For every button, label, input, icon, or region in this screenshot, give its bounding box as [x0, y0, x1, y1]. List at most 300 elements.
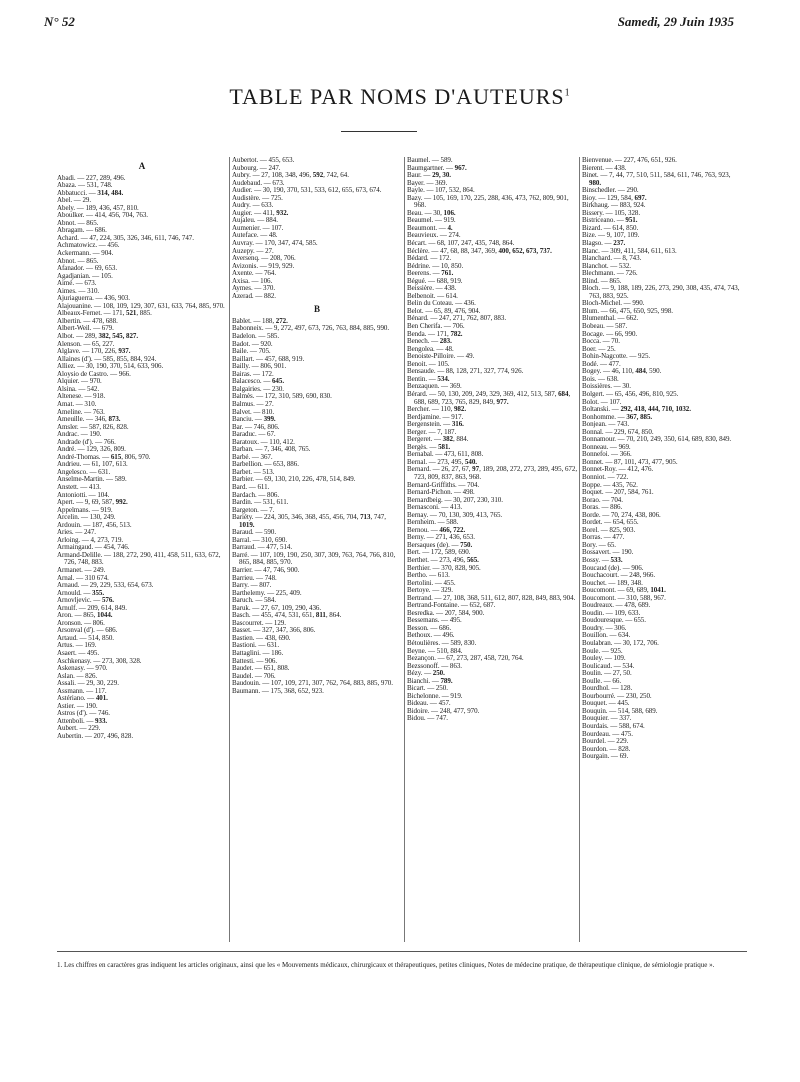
entry-text: Augier. — 411,	[232, 208, 277, 217]
entry-text: Baillart. — 457, 688, 919.	[232, 354, 305, 363]
entry-text: Bourbourré. — 230, 250.	[582, 691, 652, 700]
entry-text: Blanchard. — 8, 743.	[582, 254, 642, 263]
entry-text: Barré. — 107, 109, 190, 250, 307, 309, 763, 764, 766, 810, 865, 884, 885, 970.	[232, 550, 396, 567]
entry-text: Bernardbeig. — 30, 207, 230, 310.	[407, 495, 503, 504]
bold-page-refs: 401.	[95, 694, 108, 703]
entry-text: Boppe. — 435, 762.	[582, 480, 638, 489]
entry-text: Axisa. — 106.	[232, 276, 273, 285]
entry-text: Bard. — 611.	[232, 482, 270, 491]
entry-text: Aumenier. — 107.	[232, 223, 284, 232]
entry-text: Anstett. — 413.	[57, 482, 101, 491]
bold-page-refs: 382, 545, 827.	[98, 332, 139, 341]
author-entry	[407, 391, 577, 406]
entry-text: Bonnefoi. — 366.	[582, 450, 632, 459]
entry-text: Baratoux. — 110, 412.	[232, 437, 295, 446]
bold-page-refs: 977.	[496, 397, 509, 406]
entry-text: Barbier. — 69, 130, 210, 226, 478, 514, 849.	[232, 475, 356, 484]
entry-text: Bernard. — 26, 27, 67,	[407, 465, 473, 474]
entry-text: Benech. —	[407, 337, 440, 346]
entry-text: Aujaleu. — 884.	[232, 216, 278, 225]
bold-page-refs: 1041.	[650, 586, 666, 595]
entry-text: Arnovljevic. —	[57, 596, 102, 605]
entry-text: Bertho. — 613.	[407, 571, 450, 580]
entry-text: Bertolini. — 455.	[407, 578, 456, 587]
entry-text: Baumgartner. —	[407, 163, 455, 172]
entry-text: Béclère. — 47, 68, 88, 347, 369,	[407, 246, 499, 255]
entry-text: Boulicaud. — 534.	[582, 661, 635, 670]
entry-text: Bianchi. —	[407, 676, 441, 685]
title-rule	[341, 131, 417, 132]
entry-text: Ardouin. — 187, 456, 513.	[57, 520, 132, 529]
entry-text: , 590.	[645, 367, 662, 376]
entry-text: Aversenq. — 208, 706.	[232, 254, 296, 263]
entry-text: Alquier. — 970.	[57, 377, 102, 386]
entry-text: , 189, 208, 272, 273, 289, 495, 672, 723, 809, 837, 863, 968.	[414, 465, 577, 481]
entry-text: Bloch-Michel. — 990.	[582, 299, 645, 308]
bold-page-refs: 1019.	[239, 520, 255, 529]
entry-text: Bocca. — 70.	[582, 337, 620, 346]
entry-text: Audry. — 633.	[232, 201, 274, 210]
bold-page-refs: 932.	[276, 208, 289, 217]
index-column-4	[582, 157, 744, 942]
entry-text: Beissière. — 438.	[407, 284, 457, 293]
entry-text: Balmès. — 172, 310, 589, 690, 830.	[232, 392, 332, 401]
entry-text: Benzaquen. — 369.	[407, 382, 462, 391]
entry-text: Antoniotti. — 104.	[57, 490, 110, 499]
entry-text: Bernheim. — 588.	[407, 518, 459, 527]
entry-text: Bourgain. — 69.	[582, 752, 629, 761]
entry-text: Bois. — 638.	[582, 374, 619, 383]
bold-page-refs: 367, 885.	[626, 412, 653, 421]
bold-page-refs: 713	[360, 513, 371, 522]
entry-text: Belot. — 65, 89, 476, 904.	[407, 306, 481, 315]
entry-text: Bailly. — 806, 901.	[232, 362, 287, 371]
entry-text: Balvet. — 810.	[232, 407, 275, 416]
entry-text: Armaingaud. — 454, 746.	[57, 543, 130, 552]
entry-text: Beaumont. —	[407, 223, 448, 232]
author-entry	[232, 688, 402, 696]
entry-text: Boudry. — 306.	[582, 623, 627, 632]
entry-text: Aubry. — 27, 108, 348, 496,	[232, 171, 313, 180]
entry-text: Bidoire. — 248, 477, 970.	[407, 706, 480, 715]
entry-text: Berny. — 271, 436, 653.	[407, 533, 476, 542]
entry-text: Aronson. — 806.	[57, 618, 105, 627]
entry-text: Bergenstein. —	[407, 420, 452, 429]
column-divider	[579, 157, 580, 942]
entry-text: , 742, 64.	[323, 171, 349, 180]
entry-text: Bascourret. — 129.	[232, 618, 286, 627]
entry-text: Bistriceano. —	[582, 216, 626, 225]
entry-text: Azerad. — 882.	[232, 291, 277, 300]
bold-page-refs: 789.	[440, 676, 453, 685]
entry-text: , 806, 970.	[121, 452, 151, 461]
entry-text: Achmatowicz. — 456.	[57, 241, 120, 250]
entry-text: Axente. — 764.	[232, 269, 277, 278]
entry-text: Bernabal. — 473, 611, 808.	[407, 450, 484, 459]
entry-text: Bergès. —	[407, 442, 439, 451]
entry-text: Bablet. — 188,	[232, 316, 276, 325]
issue-date: Samedi, 29 Juin 1935	[617, 14, 734, 29]
entry-text: Berthier. — 370, 828, 905.	[407, 563, 481, 572]
entry-text: Asaert. — 495.	[57, 649, 100, 657]
entry-text: Bourdon. — 828.	[582, 744, 631, 753]
entry-text: Bossavert. — 190.	[582, 548, 634, 557]
entry-text: Abel. — 29.	[57, 196, 92, 205]
entry-text: Bégué. — 688, 919.	[407, 276, 463, 285]
entry-text: Aslan. — 826.	[57, 671, 98, 680]
entry-text: Beau. — 30,	[407, 208, 444, 217]
entry-text: Arnal. — 310 674.	[57, 573, 109, 582]
author-entry	[407, 715, 577, 723]
entry-text: Boissières. — 30.	[582, 382, 631, 391]
entry-text: Benda. — 171,	[407, 329, 451, 338]
entry-text: Bert. — 172, 589, 690.	[407, 548, 471, 557]
bold-page-refs: 933.	[95, 716, 108, 725]
bold-page-refs: 645.	[271, 377, 285, 386]
bold-page-refs: 400, 652, 673, 737.	[498, 246, 552, 255]
entry-text: , 885.	[136, 309, 152, 318]
entry-text: Ackermann. — 904.	[57, 249, 114, 258]
entry-text: Baraduc. — 67.	[232, 430, 276, 439]
entry-text: Bernou. —	[407, 525, 440, 534]
entry-text: Bory. — 65.	[582, 540, 616, 549]
bold-page-refs: 782.	[450, 329, 463, 338]
entry-text: Bouley. — 109.	[582, 654, 626, 663]
author-entry	[57, 552, 227, 567]
entry-text: Alenson. — 65, 227.	[57, 339, 115, 348]
entry-text: Bourdais. — 588, 674.	[582, 722, 645, 731]
entry-text: Bize. — 9, 107, 109.	[582, 231, 640, 240]
bold-page-refs: 250.	[432, 669, 445, 678]
entry-text: Basset. — 327, 347, 366, 806.	[232, 626, 316, 635]
bold-page-refs: 237.	[613, 239, 626, 248]
entry-text: Bideau. — 457.	[407, 699, 451, 708]
entry-text: Blagso. —	[582, 239, 614, 248]
entry-text: Assali. — 29, 30, 229.	[57, 679, 119, 688]
bold-page-refs: 106.	[443, 208, 456, 217]
entry-text: Bonhomme. —	[582, 412, 627, 421]
entry-text: Baruch. — 584.	[232, 596, 277, 605]
bold-page-refs: 533.	[610, 555, 623, 564]
entry-text: Blum. — 66, 475, 650, 925, 998.	[582, 306, 674, 315]
entry-text: Armand-Delille. — 188, 272, 290, 411, 458, 511, 633, 672, 726, 748, 883.	[57, 550, 221, 567]
entry-text: Abragam. — 686.	[57, 226, 107, 235]
entry-text: Benoiste-Pilloire. — 49.	[407, 352, 475, 361]
entry-text: Askenasy. — 970.	[57, 664, 108, 673]
author-entry	[582, 285, 744, 300]
entry-text: Battesti. — 906.	[232, 656, 278, 665]
bold-page-refs: 292, 418, 444, 710, 1032.	[620, 405, 691, 414]
entry-text: Astériano. —	[57, 694, 96, 703]
entry-text: Boulin. — 27, 50.	[582, 669, 632, 678]
entry-text: Armanet. — 249.	[57, 565, 106, 574]
entry-text: Binschedler. — 290.	[582, 186, 639, 195]
entry-text: Abely. — 189, 436, 457, 810.	[57, 203, 139, 212]
entry-text: Aubertot. — 455, 653.	[232, 157, 295, 164]
entry-text: Bordet. — 654, 655.	[582, 518, 639, 527]
entry-text: Benoit. — 105.	[407, 359, 450, 368]
entry-text: Bairas. — 172.	[232, 369, 274, 378]
bold-page-refs: 576.	[101, 596, 114, 605]
entry-text: Boudouresque. — 655.	[582, 616, 646, 625]
entry-text: Bardach. — 806.	[232, 490, 280, 499]
entry-text: Bédrine. — 10, 850.	[407, 261, 464, 270]
bold-page-refs: 684	[558, 389, 569, 398]
running-header	[44, 14, 734, 30]
entry-text: Bonniot. — 722.	[582, 472, 629, 481]
entry-text: Bonnal. — 229, 674, 850.	[582, 427, 654, 436]
entry-text: Battaglini. — 186.	[232, 649, 284, 657]
entry-text: Baudel. — 706.	[232, 671, 276, 680]
entry-text: Binet. — 7, 44, 77, 510, 511, 584, 611, 746, 763, 923,	[582, 171, 731, 180]
entry-text: Boucaud (de). — 906.	[582, 563, 644, 572]
entry-text: Aboulker. — 414, 456, 704, 763.	[57, 211, 149, 220]
bold-page-refs: 750.	[460, 540, 473, 549]
entry-text: , 884.	[452, 435, 469, 444]
entry-text: Aron. — 865,	[57, 611, 97, 620]
footnote: 1. Les chiffres en caractères gras indiquent les articles originaux, ainsi que les « Mouvements médicaux, chirurgicaux et thérapeutiques, petites cliniques, Notes de médecine pratique, de thérapeutique clinique, de sémiologie pratique ».	[57, 961, 715, 969]
entry-text: Ameline. — 763.	[57, 407, 105, 416]
entry-text: Barraud. — 477, 514.	[232, 543, 293, 552]
entry-text: Bioy. — 129, 584,	[582, 193, 635, 202]
entry-text: Berger. — 7, 187.	[407, 427, 457, 436]
entry-text: Bercher. — 110,	[407, 405, 454, 414]
entry-text: Bichelonne. — 919.	[407, 691, 463, 700]
entry-text: Bourdel. — 229.	[582, 737, 629, 746]
entry-text: Bonjean. — 743.	[582, 420, 630, 429]
entry-text: Assmann. — 117.	[57, 686, 107, 695]
entry-text: Aschkenasy. — 273, 308, 328.	[57, 656, 142, 665]
entry-text: Borao. — 704.	[582, 495, 623, 504]
bold-page-refs: 697.	[634, 193, 647, 202]
entry-text: Agadjanian. — 105.	[57, 271, 113, 280]
entry-text: Afanador. — 69, 653.	[57, 264, 118, 273]
column-divider	[404, 157, 405, 942]
bold-page-refs: 811	[315, 611, 326, 620]
index-column-1	[57, 157, 227, 942]
entry-text: Barral. — 310, 690.	[232, 535, 288, 544]
entry-text: Bargeton. — 7.	[232, 505, 275, 514]
section-letter: B	[313, 304, 320, 315]
entry-text: Bardin. — 531, 611.	[232, 498, 289, 507]
bold-page-refs: 581.	[438, 442, 451, 451]
entry-text: Amat. — 310.	[57, 399, 97, 408]
entry-text: Albeaux-Fernet. — 171,	[57, 309, 127, 318]
entry-text: Astier. — 190.	[57, 701, 98, 710]
bold-page-refs: 980.	[589, 178, 602, 187]
entry-text: Bertoye. — 329.	[407, 586, 453, 595]
bold-page-refs: 382	[442, 435, 453, 444]
entry-text: Amsler. — 587, 826, 828.	[57, 422, 129, 431]
entry-text: Arloing. — 4, 273, 719.	[57, 535, 124, 544]
entry-text: Bezssonoff. — 863.	[407, 661, 462, 670]
entry-text: Barban. — 7, 346, 408, 765.	[232, 445, 311, 454]
entry-text: Auzepy. — 27.	[232, 246, 274, 255]
entry-text: Baudet. — 651, 808.	[232, 664, 290, 673]
entry-text: Abnot. — 865.	[57, 218, 99, 227]
bold-page-refs: 29, 30.	[432, 171, 451, 180]
entry-text: André-Thomas. —	[57, 452, 111, 461]
entry-text: Altenese. — 918.	[57, 392, 106, 401]
entry-text: Artus. — 169.	[57, 641, 97, 650]
entry-text: Arsonval (d'). — 686.	[57, 626, 118, 635]
entry-text: Birkhaug. — 883, 924.	[582, 201, 646, 210]
entry-text: Abaza. — 531, 748.	[57, 181, 113, 190]
entry-text: Aubourg. — 247.	[232, 163, 281, 172]
bold-page-refs: 992.	[115, 498, 128, 507]
entry-text: Abbatucci. —	[57, 188, 98, 197]
entry-text: Arnaud. — 29, 229, 533, 654, 673.	[57, 581, 154, 590]
entry-text: Auteface. — 48.	[232, 231, 278, 240]
entry-text: Astros (d'). — 746.	[57, 709, 111, 718]
entry-text: Ameuille. — 346,	[57, 415, 109, 424]
entry-text: Bouquier. — 337.	[582, 714, 632, 723]
entry-text: Belin du Coteau. — 436.	[407, 299, 476, 308]
entry-text: Bénard. — 247, 271, 762, 807, 883.	[407, 314, 507, 323]
bold-page-refs: 937.	[118, 347, 131, 356]
entry-text: Boltanski. —	[582, 405, 621, 414]
entry-text: André. — 129, 326, 809.	[57, 445, 126, 454]
entry-text: Alajouanine. — 108, 109, 129, 307, 631, 633, 764, 885, 970.	[57, 301, 225, 310]
entry-text: Bastioni. — 631.	[232, 641, 280, 650]
bold-page-refs: 355.	[92, 588, 105, 597]
entry-text: Baruk. — 27, 67, 109, 290, 436.	[232, 603, 322, 612]
entry-text: Bonnet. — 87, 101, 473, 477, 905.	[582, 457, 678, 466]
bold-page-refs: 761.	[441, 269, 454, 278]
entry-text: Bergeret. —	[407, 435, 443, 444]
author-entry	[582, 753, 744, 761]
entry-text: Bétoulières. — 589, 830.	[407, 639, 477, 647]
entry-text: Bouquin. — 514, 588, 689.	[582, 706, 658, 715]
entry-text: Borras. — 477.	[582, 533, 625, 542]
entry-text: Aimes. — 310.	[57, 286, 100, 295]
entry-text: Bossy. —	[582, 555, 611, 564]
entry-text: Blind. — 865.	[582, 276, 622, 285]
entry-text: Borde. — 70, 274, 438, 806.	[582, 510, 661, 519]
entry-text: Boucomont. — 310, 588, 967.	[582, 593, 666, 602]
entry-text: Angelesco. — 631.	[57, 467, 111, 476]
entry-text: Aloysio de Castro. — 966.	[57, 369, 131, 378]
author-entry	[582, 172, 744, 187]
entry-text: Anselme-Martin. — 589.	[57, 475, 127, 484]
column-divider	[229, 157, 230, 942]
entry-text: Barthelemy. — 225, 409.	[232, 588, 302, 597]
entry-text: Bensaude. — 88, 128, 271, 327, 774, 926.	[407, 367, 524, 376]
author-entry	[57, 733, 227, 741]
entry-text: Aubert. — 229.	[57, 724, 101, 733]
entry-text: Badot. — 920.	[232, 339, 273, 348]
author-entry	[407, 466, 577, 481]
entry-text: Beauvieux. — 274.	[407, 231, 461, 240]
entry-text: Beyne. — 510, 884.	[407, 646, 463, 655]
entry-text: Audier. — 30, 190, 370, 531, 533, 612, 655, 673, 674.	[232, 186, 382, 195]
bold-page-refs: 521	[126, 309, 137, 318]
entry-text: Bocage. — 66, 990.	[582, 329, 638, 338]
entry-text: Barry. — 807.	[232, 581, 272, 590]
bold-page-refs: 484	[635, 367, 646, 376]
author-entry	[407, 195, 577, 210]
entry-text: Boulabran. — 30, 172, 706.	[582, 639, 659, 647]
entry-text: Bernard-Griffiths. — 704.	[407, 480, 480, 489]
entry-text: Boucomont. — 69, 689,	[582, 586, 651, 595]
section-letter: A	[138, 161, 146, 171]
entry-text: Avizonis. — 919, 929.	[232, 261, 295, 270]
entry-text: Bernard-Pichon. — 498.	[407, 488, 475, 497]
entry-text: Boer. — 25.	[582, 344, 616, 353]
entry-text: Aymes. — 370.	[232, 284, 276, 293]
entry-text: Aries. — 247.	[57, 528, 97, 537]
entry-text: Arcelin. — 130, 249.	[57, 513, 116, 522]
entry-text: Bastien. — 438, 690.	[232, 633, 291, 642]
entry-text: Arnulf. — 209, 614, 849.	[57, 603, 127, 612]
entry-text: Bernasconi. — 413.	[407, 503, 463, 512]
bold-page-refs: 615	[110, 452, 122, 461]
bold-page-refs: 592	[312, 171, 324, 180]
entry-text: Andrac. — 190.	[57, 430, 102, 439]
entry-text: Basch. — 455, 474, 531, 651,	[232, 611, 316, 620]
entry-text: Alsina. — 542.	[57, 384, 100, 393]
footnote-marker: 1	[564, 87, 571, 99]
entry-text: Blechmann. — 726.	[582, 269, 638, 278]
entry-text: Bienvenue. — 227, 476, 651, 926.	[582, 157, 677, 164]
entry-text: Bohin-Nagcotte. — 925.	[582, 352, 651, 361]
entry-text: Bernay. — 70, 130, 309, 413, 765.	[407, 510, 503, 519]
entry-text: Bloch. — 9, 188, 189, 226, 273, 290, 308, 435, 474, 743, 763, 883, 925.	[582, 284, 740, 300]
entry-text: Aimé. — 673.	[57, 279, 97, 288]
entry-text: Audebaud. — 673.	[232, 178, 285, 187]
entry-text: Belbenoit. — 614.	[407, 291, 458, 300]
entry-text: Beerens. —	[407, 269, 442, 278]
entry-text: Achard. — 47, 224, 305, 326, 346, 611, 746, 747.	[57, 233, 194, 242]
bold-page-refs: 951.	[625, 216, 638, 225]
entry-text: Albot. — 289,	[57, 332, 99, 341]
entry-text: Appelmans. — 919.	[57, 505, 113, 514]
entry-text: Barrieu. — 748.	[232, 573, 277, 582]
entry-text: Bouquet. — 445.	[582, 699, 630, 708]
bold-page-refs: 534.	[437, 374, 450, 383]
entry-text: Bolgert. — 65, 456, 496, 810, 925.	[582, 389, 679, 398]
page-title	[0, 84, 800, 110]
entry-text: Apert. — 9, 69, 587,	[57, 498, 116, 507]
entry-text: Baumann. — 175, 368, 652, 923.	[232, 686, 324, 695]
entry-text: Bonnet-Roy. — 412, 476.	[582, 465, 654, 474]
index-column-3	[407, 157, 577, 942]
entry-text: Bersaques (de). —	[407, 540, 461, 549]
author-entry	[232, 552, 402, 567]
entry-text: Boudreaux. — 478, 689.	[582, 601, 651, 610]
bold-page-refs: 316.	[451, 420, 464, 429]
entry-text: Andrieu. — 61, 107, 613.	[57, 460, 128, 469]
entry-text: Albertin. — 478, 688.	[57, 316, 118, 325]
entry-text: Auvray. — 170, 347, 474, 585.	[232, 239, 318, 248]
entry-text: Bezançon. — 67, 273, 287, 458, 720, 764.	[407, 654, 524, 663]
entry-text: Alglave. — 170, 226,	[57, 347, 119, 356]
entry-text: Berthet. — 273, 496,	[407, 555, 467, 564]
entry-text: Baraud. — 590.	[232, 528, 277, 537]
entry-text: Baudouin. — 107, 109, 271, 307, 762, 764, 883, 885, 970.	[232, 679, 393, 688]
page-title-text: TABLE PAR NOMS D'AUTEURS	[229, 84, 565, 109]
bold-page-refs: 314, 484.	[97, 188, 124, 197]
entry-text: , 864.	[325, 611, 342, 620]
bold-page-refs: 4.	[447, 223, 453, 232]
entry-text: Blumenthal. — 662.	[582, 314, 639, 323]
bold-page-refs: 565.	[466, 555, 479, 564]
entry-text: Bourdeau. — 475.	[582, 729, 633, 738]
entry-text: Ajuriaguerra. — 436, 903.	[57, 294, 131, 303]
entry-text: Ben Cherifa. — 706.	[407, 322, 465, 331]
entry-text: Besson. — 686.	[407, 623, 452, 632]
author-entry	[232, 293, 402, 301]
